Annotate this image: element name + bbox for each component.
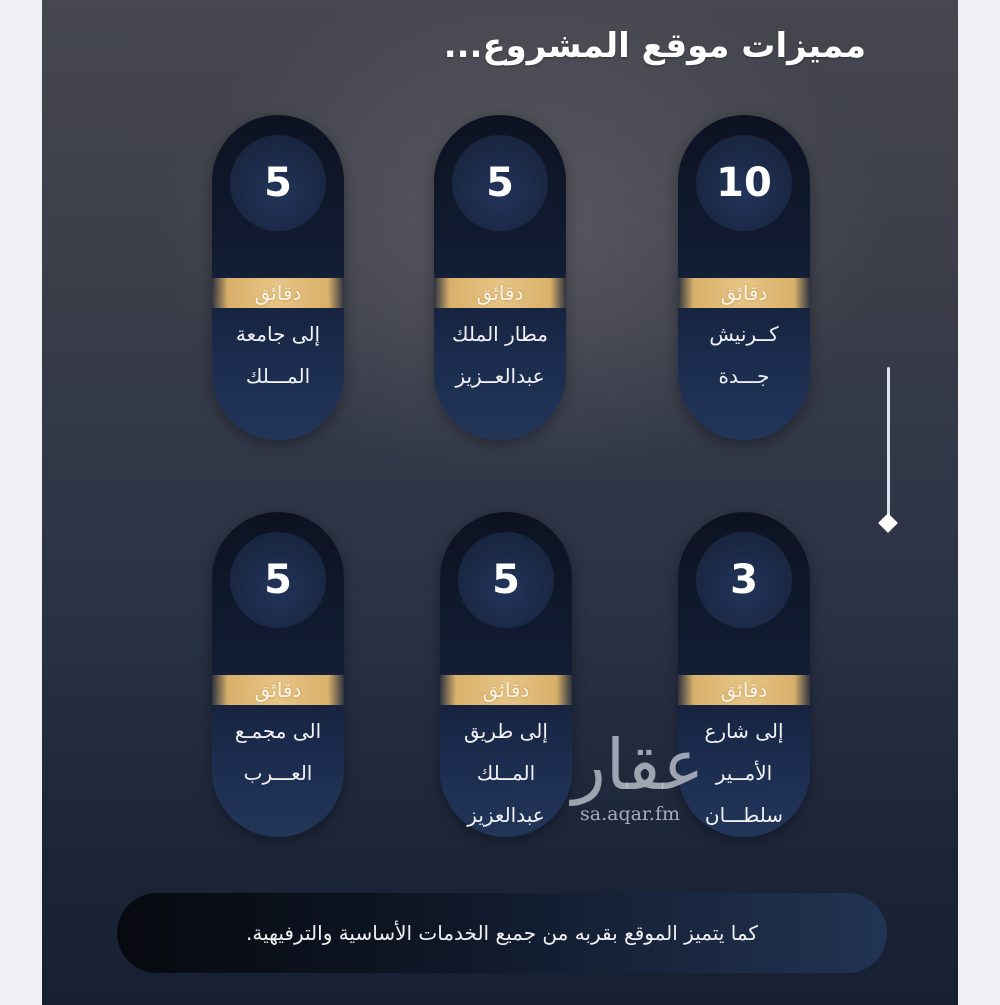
- destination-line: الأمــير: [715, 761, 773, 785]
- minutes-circle: [696, 532, 792, 628]
- minutes-unit-label: دقائق: [476, 281, 524, 305]
- feature-card-king-abdulaziz-road: [440, 512, 572, 837]
- minutes-unit-band: [212, 278, 344, 308]
- destination-text: [678, 710, 810, 836]
- minutes-unit-label: دقائق: [720, 678, 768, 702]
- destination-line: عبدالعزيز: [467, 803, 545, 827]
- minutes-value: 5: [492, 557, 520, 603]
- destination-line: كــرنيش: [709, 322, 779, 346]
- destination-text: [212, 710, 344, 794]
- destination-text: [440, 710, 572, 836]
- watermark-logo: عقار: [572, 724, 705, 806]
- minutes-value: 5: [486, 160, 514, 206]
- destination-text: [212, 313, 344, 397]
- destination-text: [678, 313, 810, 397]
- minutes-circle: [458, 532, 554, 628]
- destination-line: إلى طريق: [464, 719, 548, 743]
- footer-banner: [117, 893, 887, 973]
- destination-line: إلى شارع: [704, 719, 784, 743]
- minutes-value: 5: [264, 160, 292, 206]
- minutes-value: 3: [730, 557, 758, 603]
- minutes-unit-label: دقائق: [720, 281, 768, 305]
- watermark-url: sa.aqar.fm: [580, 803, 681, 825]
- minutes-circle: [452, 135, 548, 231]
- destination-line: جـــدة: [718, 364, 770, 388]
- destination-line: مطار الملك: [452, 322, 548, 346]
- page-title: مميزات موقع المشروع...: [443, 26, 866, 66]
- destination-line: إلى جامعة: [235, 322, 321, 346]
- feature-card-corniche: [678, 115, 810, 440]
- minutes-unit-band: [440, 675, 572, 705]
- minutes-circle: [696, 135, 792, 231]
- minutes-value: 5: [264, 557, 292, 603]
- diamond-icon: [878, 513, 898, 533]
- destination-line: العـــرب: [243, 761, 313, 785]
- minutes-value: 10: [716, 160, 772, 206]
- minutes-unit-label: دقائق: [482, 678, 530, 702]
- footer-text: كما يتميز الموقع بقربه من جميع الخدمات الأساسية والترفيهية.: [246, 921, 758, 945]
- minutes-circle: [230, 532, 326, 628]
- feature-card-university: [212, 115, 344, 440]
- minutes-unit-band: [434, 278, 566, 308]
- infographic-panel: [42, 0, 958, 1005]
- minutes-circle: [230, 135, 326, 231]
- destination-line: المـــلك: [245, 364, 311, 388]
- destination-line: الى مجمـع: [234, 719, 322, 743]
- destination-line: عبدالعــزيز: [455, 364, 545, 388]
- minutes-unit-label: دقائق: [254, 678, 302, 702]
- destination-text: [434, 313, 566, 397]
- destination-line: سلطـــان: [704, 803, 784, 827]
- minutes-unit-label: دقائق: [254, 281, 302, 305]
- feature-card-airport: [434, 115, 566, 440]
- feature-card-prince-sultan-street: [678, 512, 810, 837]
- timeline-line: [887, 367, 890, 517]
- destination-line: المــلك: [476, 761, 536, 785]
- minutes-unit-band: [678, 278, 810, 308]
- minutes-unit-band: [678, 675, 810, 705]
- minutes-unit-band: [212, 675, 344, 705]
- feature-card-arab-mall: [212, 512, 344, 837]
